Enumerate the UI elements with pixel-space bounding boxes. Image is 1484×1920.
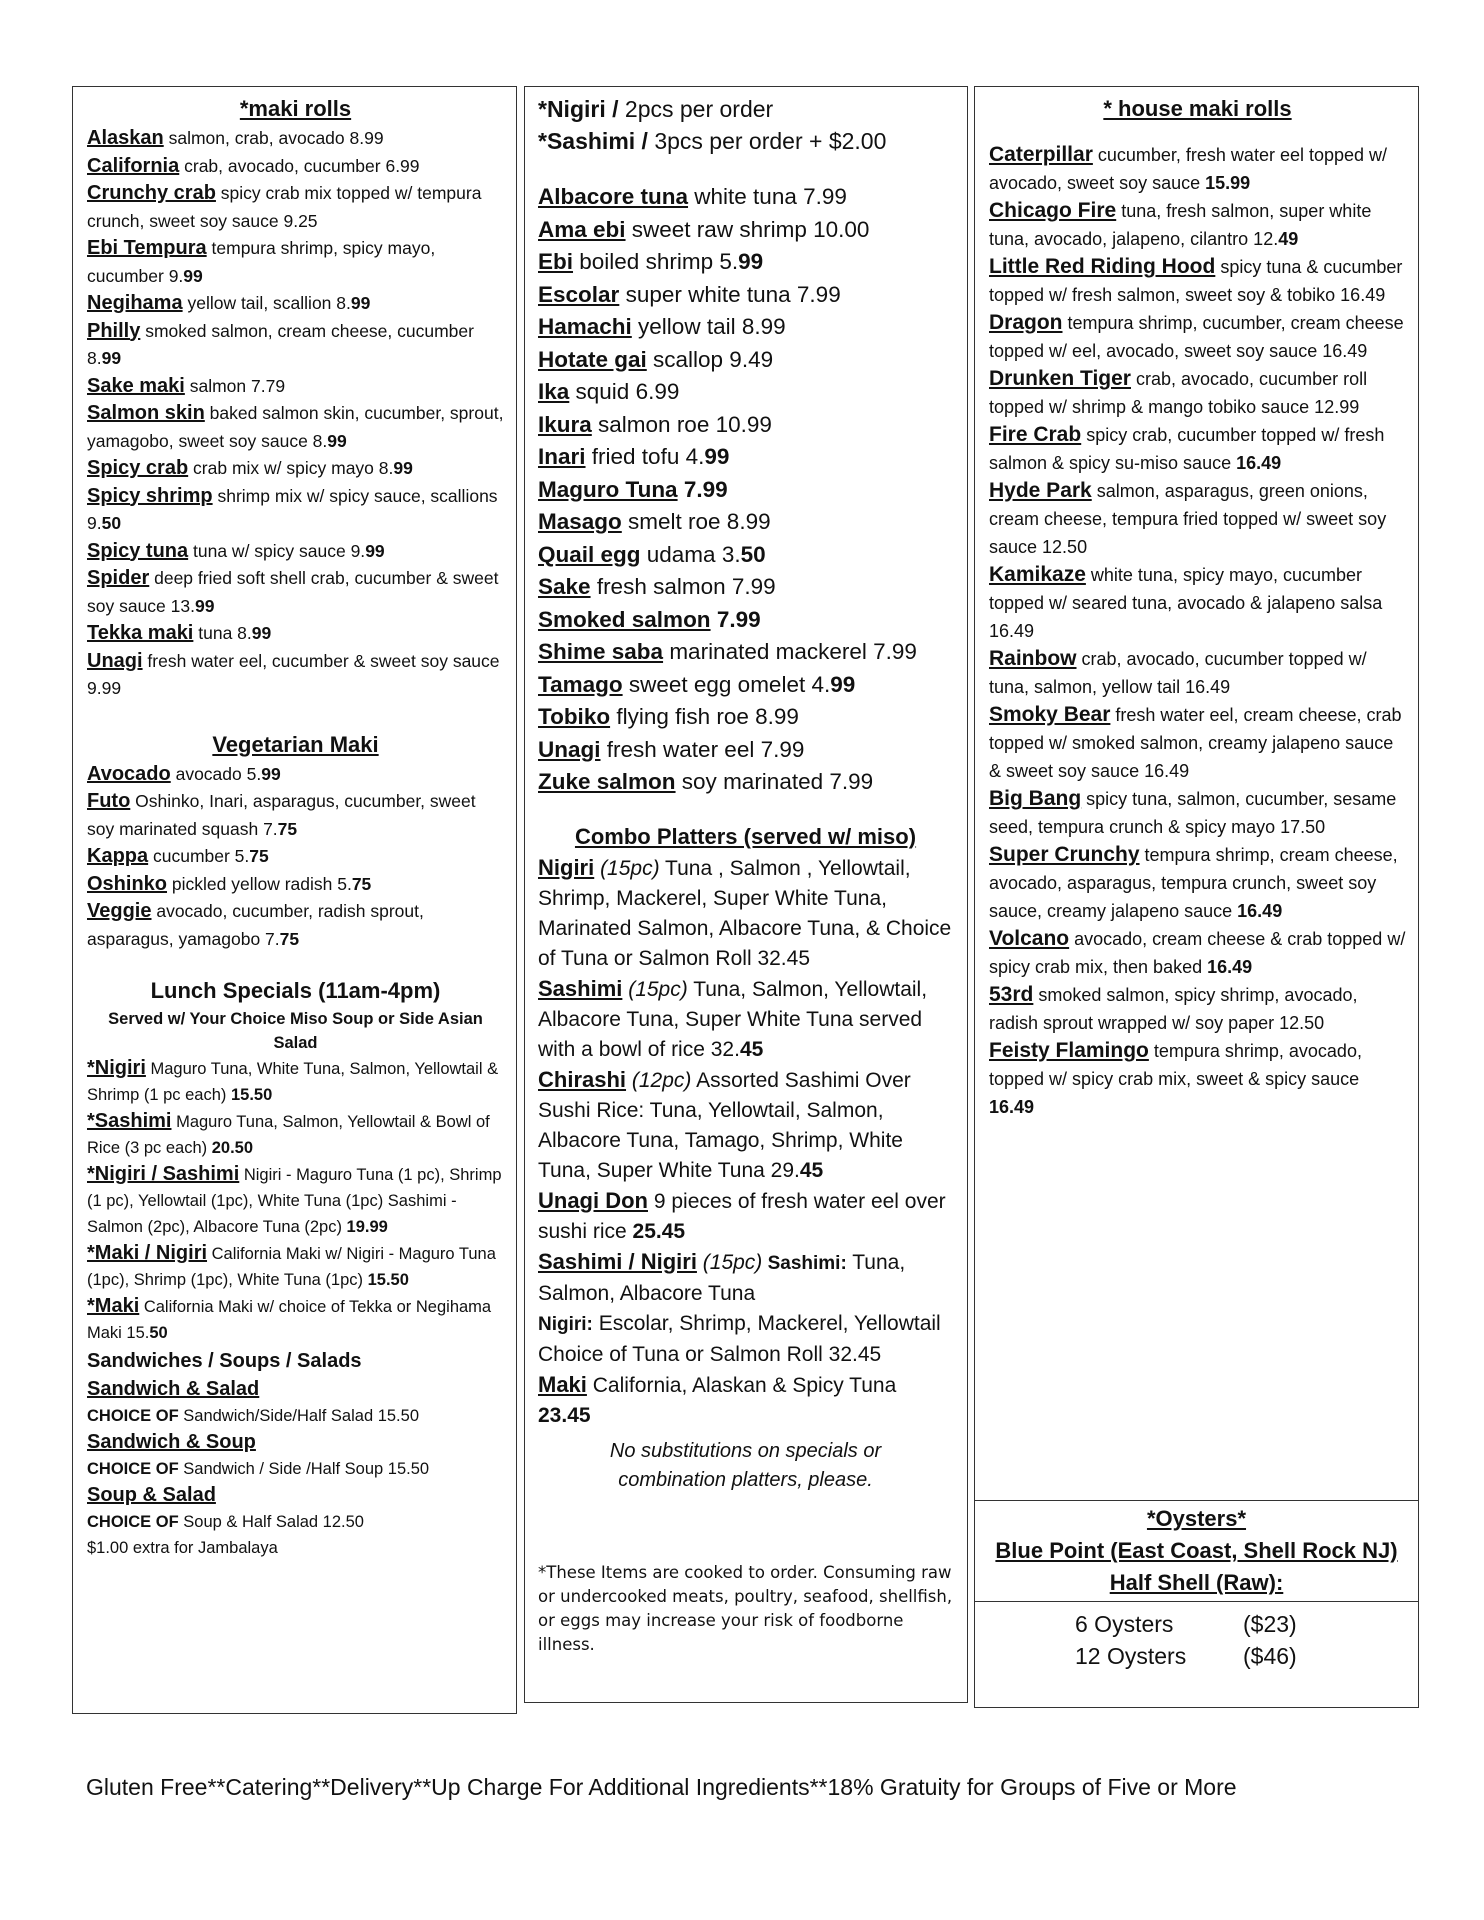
menu-item-desc: smelt roe 8.99: [621, 509, 771, 534]
menu-item-name: Spicy crab: [87, 457, 189, 479]
menu-item-name: Spider: [87, 567, 150, 589]
menu-item-desc: smoked salmon, spicy shrimp, avocado, radish sprout wrapped w/ soy paper 12.50: [989, 985, 1358, 1033]
menu-item-price: 45: [739, 1037, 764, 1061]
menu-item-desc: salmon, asparagus, green onions, cream cheese, tempura fried topped w/ sweet soy sauce 12.50: [989, 481, 1387, 557]
oyster-qty: 6 Oysters: [1075, 1611, 1174, 1637]
oysters-prices: [975, 1601, 1418, 1672]
menu-item: [87, 788, 504, 843]
menu-item-name: Dragon: [989, 311, 1063, 334]
menu-item-name: Nigiri: [538, 854, 595, 880]
menu-item-price: 99: [704, 444, 730, 469]
sashimi-per-order: 3pcs per order + $2.00: [647, 128, 887, 154]
menu-item: [87, 1376, 504, 1429]
menu-item-name: Little Red Riding Hood: [989, 255, 1216, 278]
menu-item-name: California: [87, 154, 180, 177]
menu-item-name: Hyde Park: [989, 479, 1092, 502]
menu-item-qty: (15pc): [594, 856, 660, 880]
menu-item: [87, 290, 504, 318]
nigiri-label: *Nigiri /: [538, 96, 619, 122]
menu-item-name: Shime saba: [538, 639, 664, 664]
menu-item-name: Hamachi: [538, 314, 632, 339]
menu-item-name: Philly: [87, 319, 141, 342]
nigiri-column: [524, 86, 968, 1703]
sashimi-order-line: [538, 125, 953, 157]
menu-item: [87, 1482, 504, 1535]
menu-item-desc: pickled yellow radish 5.: [167, 873, 352, 894]
menu-item-name: Soup & Salad: [87, 1484, 216, 1506]
lunch-list: [87, 1055, 504, 1346]
menu-item-desc: yellow tail, scallion 8.: [182, 293, 351, 313]
menu-item: [87, 235, 504, 290]
vegetarian-heading: Vegetarian Maki: [212, 731, 379, 757]
menu-item-desc: tempura shrimp, cream cheese, avocado, asparagus, tempura crunch, sweet soy sauce, creamy jalapeno sauce: [989, 845, 1398, 921]
jambalaya-note: $1.00 extra for Jambalaya: [87, 1539, 278, 1557]
nigiri-list: [538, 181, 953, 799]
menu-item: [538, 571, 953, 604]
menu-item-name: Maguro Tuna: [538, 476, 678, 502]
menu-item-desc: California Maki w/ choice of Tekka or Negihama Maki 15.: [87, 1298, 492, 1342]
menu-item: [87, 871, 504, 899]
menu-item: [87, 648, 504, 703]
oysters-origin: Blue Point (East Coast, Shell Rock NJ): [995, 1538, 1398, 1563]
house-maki-column: [974, 86, 1419, 1501]
menu-item: [989, 141, 1406, 197]
menu-item: [538, 604, 953, 637]
menu-item-price: 16.49: [1237, 901, 1283, 921]
menu-item: [989, 365, 1406, 421]
menu-item-name: Avocado: [87, 762, 171, 785]
menu-item-price: 19.99: [346, 1218, 388, 1236]
menu-item: [989, 925, 1406, 981]
nigiri-order-line: [538, 93, 953, 125]
menu-item-name: Masago: [538, 509, 622, 534]
combo-sn-qty: (15pc): [696, 1250, 763, 1274]
menu-item-desc: cucumber, fresh water eel topped w/ avocado, sweet soy sauce: [989, 145, 1388, 193]
menu-item: [538, 344, 953, 377]
combo-sn-sashimi: Tuna, Salmon, Albacore Tuna: [538, 1250, 906, 1305]
house-maki-list: [989, 141, 1406, 1121]
menu-item: [87, 153, 504, 181]
menu-item-desc: tempura shrimp, avocado, topped w/ spicy crab mix, sweet & spicy sauce: [989, 1041, 1362, 1089]
menu-item-choice: CHOICE OF: [87, 1460, 179, 1478]
menu-item-desc: fresh salmon 7.99: [590, 574, 776, 599]
menu-item-name: Fire Crab: [989, 423, 1082, 446]
combo-maki-desc: California, Alaskan & Spicy Tuna: [586, 1373, 897, 1397]
menu-item-price: 99: [194, 595, 215, 616]
menu-item-desc: soy marinated 7.99: [675, 769, 874, 794]
menu-item: [989, 309, 1406, 365]
menu-item: [87, 125, 504, 153]
menu-item-name: *Maki / Nigiri: [87, 1242, 208, 1264]
menu-item: [87, 761, 504, 789]
combo-sn-nigiri-label: Nigiri:: [538, 1313, 593, 1335]
menu-item: [87, 538, 504, 566]
menu-item-desc: 9 pieces of fresh water eel over sushi rice: [538, 1189, 946, 1243]
menu-item-desc: crab, avocado, cucumber roll topped w/ shrimp & mango tobiko sauce 12.99: [989, 369, 1368, 417]
menu-item-price: 99: [327, 430, 347, 451]
menu-item-desc: salmon 7.79: [184, 375, 286, 396]
menu-item-name: Big Bang: [989, 787, 1082, 810]
menu-item-price: 75: [249, 846, 269, 866]
menu-item-desc: marinated mackerel 7.99: [663, 639, 917, 664]
menu-item-name: Sandwich & Soup: [87, 1431, 256, 1453]
menu-item-desc: deep fried soft shell crab, cucumber & sweet soy sauce 13.: [87, 568, 499, 616]
menu-item-desc: tuna w/ spicy sauce 9.: [188, 540, 366, 561]
menu-item-desc: Soup & Half Salad 12.50: [178, 1513, 364, 1531]
menu-item: [538, 441, 953, 474]
menu-item-desc: tempura shrimp, cucumber, cream cheese topped w/ eel, avocado, sweet soy sauce 16.49: [989, 313, 1404, 361]
menu-item-name: Sashimi: [538, 975, 623, 1001]
menu-item-desc: sweet raw shrimp 10.00: [625, 216, 870, 242]
menu-item-price: 15.50: [230, 1086, 273, 1104]
menu-item: [538, 1065, 953, 1186]
menu-item-name: Sandwich & Salad: [87, 1378, 260, 1400]
maki-rolls-heading: *maki rolls: [239, 96, 352, 121]
oyster-row: [1075, 1640, 1418, 1672]
menu-item: [538, 1186, 953, 1247]
menu-item: [989, 197, 1406, 253]
menu-item-desc: tempura shrimp, spicy mayo, cucumber 9.: [87, 238, 436, 286]
menu-item: [538, 474, 953, 507]
menu-item-qty: (15pc): [622, 977, 688, 1001]
menu-item-name: Spicy shrimp: [87, 484, 213, 507]
menu-item-desc: cucumber 5.: [148, 846, 250, 866]
menu-item-name: Alaskan: [87, 127, 164, 149]
menu-item: [538, 246, 953, 279]
menu-item-price: 75: [279, 928, 300, 949]
menu-item: [538, 974, 953, 1065]
menu-item-price: 99: [183, 265, 203, 286]
menu-item-name: *Nigiri: [87, 1057, 146, 1079]
menu-item: [87, 1429, 504, 1482]
menu-item-desc: avocado, cucumber, radish sprout, asparagus, yamagobo 7.: [87, 901, 424, 949]
menu-item-desc: Tuna, Salmon, Yellowtail, Albacore Tuna, Super White Tuna served with a bowl of rice 32.: [538, 977, 928, 1061]
menu-item-price: 99: [738, 249, 764, 274]
oyster-qty: 12 Oysters: [1075, 1643, 1187, 1669]
menu-item-desc: boiled shrimp 5.: [573, 249, 739, 274]
menu-item-desc: California Maki w/ Nigiri - Maguro Tuna (1pc), Shrimp (1pc), White Tuna (1pc): [87, 1245, 496, 1289]
menu-item-price: 45: [799, 1158, 824, 1182]
menu-item-price: 16.49: [1236, 453, 1282, 473]
menu-item: [538, 701, 953, 734]
oyster-row: [1075, 1608, 1418, 1640]
menu-item-price: 50: [101, 513, 122, 533]
oysters-half-shell: Half Shell (Raw):: [1109, 1570, 1284, 1595]
menu-item: [989, 981, 1406, 1037]
oysters-section: [974, 1500, 1419, 1708]
footer-note: Gluten Free**Catering**Delivery**Up Charge For Additional Ingredients**18% Gratuity for Groups of Five or More: [86, 1774, 1237, 1800]
menu-item-desc: fresh water eel 7.99: [600, 736, 805, 762]
combo-maki-name: Maki: [538, 1371, 587, 1397]
maki-rolls-column: [72, 86, 517, 1714]
menu-item-name: Zuke salmon: [538, 769, 676, 794]
menu-item: [87, 1161, 504, 1240]
menu-item-desc: crab, avocado, cucumber 6.99: [179, 155, 420, 176]
menu-item-name: Tamago: [538, 671, 623, 697]
menu-item-name: Futo: [87, 790, 131, 812]
menu-item-desc: tuna, fresh salmon, super white tuna, avocado, jalapeno, cilantro 12.: [989, 201, 1372, 249]
menu-item-name: Chirashi: [538, 1066, 627, 1092]
menu-item-price: 99: [251, 623, 272, 643]
menu-item-desc: flying fish roe 8.99: [610, 704, 799, 729]
menu-item-name: Ika: [538, 379, 570, 404]
menu-item: [538, 636, 953, 669]
menu-item-name: Rainbow: [989, 647, 1077, 670]
menu-item: [87, 1240, 504, 1293]
menu-item: [538, 376, 953, 409]
cooked-to-order-note: *These Items are cooked to order. Consuming raw or undercooked meats, poultry, seafood, shellfish, or eggs may increase your risk of foodborne illness.: [538, 1562, 953, 1654]
menu-item-name: Veggie: [87, 900, 152, 922]
menu-item-name: Oshinko: [87, 872, 168, 895]
menu-item-desc: Assorted Sashimi Over Sushi Rice: Tuna, Yellowtail, Salmon, Albacore Tuna, Tamago, Shrimp, White Tuna, Super White Tuna 29.: [538, 1068, 911, 1182]
combo-maki-price: 23.45: [538, 1403, 591, 1427]
menu-item-name: *Sashimi: [87, 1110, 172, 1132]
menu-item-price: 15.99: [1205, 173, 1251, 193]
menu-item-name: Volcano: [989, 927, 1070, 950]
menu-item: [538, 181, 953, 214]
menu-item-desc: spicy crab, cucumber topped w/ fresh salmon & spicy su-miso sauce: [989, 425, 1385, 473]
menu-item: [87, 400, 504, 455]
menu-item: [989, 477, 1406, 561]
menu-item: [87, 843, 504, 871]
menu-item-price: 50: [740, 541, 766, 567]
menu-item-desc: avocado, cream cheese & crab topped w/ spicy crab mix, then baked: [989, 929, 1406, 977]
menu-item-desc: yellow tail 8.99: [631, 314, 786, 339]
menu-item-desc: Oshinko, Inari, asparagus, cucumber, sweet soy marinated squash 7.: [87, 791, 476, 839]
menu-item: [538, 279, 953, 312]
menu-item-desc: tuna 8.: [193, 623, 252, 643]
menu-item-desc: sweet egg omelet 4.: [622, 671, 831, 697]
menu-item-name: Ikura: [538, 411, 592, 437]
menu-item-price: 75: [351, 873, 372, 894]
menu-item-price: 99: [830, 671, 856, 697]
house-maki-heading: * house maki rolls: [1103, 96, 1292, 121]
menu-item-qty: (12pc): [626, 1068, 692, 1092]
menu-item-desc: avocado 5.: [170, 763, 262, 784]
menu-item-desc: squid 6.99: [569, 379, 680, 404]
menu-item-desc: udama 3.: [640, 541, 741, 567]
menu-item-desc: shrimp mix w/ spicy sauce, scallions 9.: [87, 485, 498, 533]
menu-item-desc: white tuna, spicy mayo, cucumber topped w/ seared tuna, avocado & jalapeno salsa 16.49: [989, 565, 1383, 641]
oyster-price: ($23): [1243, 1611, 1297, 1637]
menu-item-price: 7.99: [716, 606, 761, 632]
menu-item-choice: CHOICE OF: [87, 1513, 179, 1531]
combo-sn-name: Sashimi / Nigiri: [538, 1248, 697, 1274]
menu-item-name: Chicago Fire: [989, 199, 1117, 222]
menu-item-desc: scallop 9.49: [646, 346, 774, 372]
menu-item-name: Drunken Tiger: [989, 367, 1131, 390]
oyster-price: ($46): [1243, 1643, 1297, 1669]
menu-item-name: Negihama: [87, 292, 183, 314]
menu-item-price: 75: [277, 818, 298, 839]
menu-item: [989, 561, 1406, 645]
menu-item: [989, 421, 1406, 477]
menu-item-name: Crunchy crab: [87, 182, 216, 204]
menu-item-desc: white tuna 7.99: [688, 184, 847, 209]
combo-maki-item: [538, 1370, 953, 1431]
menu-item: [538, 506, 953, 539]
menu-item-name: Caterpillar: [989, 143, 1093, 166]
menu-item-desc: salmon roe 10.99: [591, 411, 772, 437]
menu-item-price: 7.99: [683, 476, 728, 502]
combo-sn-sashimi-label: Sashimi:: [762, 1252, 847, 1274]
menu-item-price: 99: [101, 348, 122, 368]
menu-item-price: 16.49: [989, 1097, 1035, 1117]
menu-item-name: Kappa: [87, 845, 149, 867]
menu-item: [989, 841, 1406, 925]
lunch-heading: Lunch Specials (11am-4pm): [150, 978, 441, 1003]
combo-sn-nigiri: Escolar, Shrimp, Mackerel, Yellowtail Choice of Tuna or Salmon Roll 32.45: [538, 1311, 941, 1366]
menu-item-price: 99: [393, 458, 413, 478]
menu-item-desc: Maguro Tuna, Salmon, Yellowtail & Bowl of Rice (3 pc each): [87, 1113, 490, 1157]
menu-item-price: 49: [1278, 229, 1299, 249]
menu-item: [989, 645, 1406, 701]
menu-item-name: *Maki: [87, 1295, 140, 1317]
sandwiches-list: [87, 1376, 504, 1535]
menu-item-price: 99: [261, 763, 281, 784]
menu-item-price: 20.50: [211, 1139, 254, 1157]
menu-item-desc: spicy crab mix topped w/ tempura crunch, sweet soy sauce 9.25: [87, 183, 482, 231]
menu-item-desc: Sandwich / Side /Half Soup 15.50: [178, 1460, 430, 1478]
menu-item-name: Escolar: [538, 281, 620, 307]
menu-item-name: Ama ebi: [538, 216, 626, 242]
menu-item: [538, 409, 953, 442]
menu-item: [989, 1037, 1406, 1121]
combo-heading: Combo Platters (served w/ miso): [574, 823, 917, 849]
menu-item-desc: fried tofu 4.: [585, 444, 705, 469]
menu-item-desc: Tuna , Salmon , Yellowtail, Shrimp, Mackerel, Super White Tuna, Marinated Salmon, Albacore Tuna, & Choice of Tuna or Salmon Roll 32.45: [538, 856, 952, 970]
menu-item: [538, 853, 953, 974]
menu-item: [87, 898, 504, 953]
menu-item: [87, 373, 504, 401]
menu-item-price: 99: [350, 293, 371, 313]
menu-item-desc: crab, avocado, cucumber topped w/ tuna, salmon, yellow tail 16.49: [989, 649, 1367, 697]
menu-item: [538, 766, 953, 799]
menu-item-name: Unagi: [538, 736, 601, 762]
menu-item-desc: spicy tuna & cucumber topped w/ fresh salmon, sweet soy & tobiko 16.49: [989, 257, 1403, 305]
menu-item: [87, 620, 504, 648]
menu-item: [538, 669, 953, 702]
menu-item-name: Tekka maki: [87, 622, 194, 644]
menu-item-price: 50: [149, 1324, 168, 1342]
menu-item-desc: super white tuna 7.99: [619, 281, 841, 307]
menu-item-name: Sake: [538, 574, 591, 599]
menu-item-desc: fresh water eel, cream cheese, crab topped w/ smoked salmon, creamy jalapeno sauce & sweet soy sauce 16.49: [989, 705, 1402, 781]
menu-item: [87, 455, 504, 483]
menu-item-desc: crab mix w/ spicy mayo 8.: [188, 458, 394, 478]
menu-item-price: 16.49: [1207, 957, 1253, 977]
menu-item: [87, 1055, 504, 1108]
combo-list: [538, 853, 953, 1247]
no-substitutions-note: No substitutions on specials or combination platters, please.: [609, 1439, 882, 1491]
menu-item-desc: Maguro Tuna, White Tuna, Salmon, Yellowtail & Shrimp (1 pc each): [87, 1060, 499, 1104]
sandwiches-heading: Sandwiches / Soups / Salads: [87, 1350, 362, 1372]
menu-item: [87, 318, 504, 373]
menu-item-desc: Sandwich/Side/Half Salad 15.50: [178, 1407, 419, 1425]
menu-item-name: Inari: [538, 444, 586, 469]
menu-item: [87, 483, 504, 538]
menu-item: [538, 214, 953, 247]
menu-item: [538, 311, 953, 344]
menu-item: [87, 565, 504, 620]
menu-item-desc: baked salmon skin, cucumber, sprout, yamagobo, sweet soy sauce 8.: [87, 403, 504, 451]
menu-item-name: Super Crunchy: [989, 843, 1140, 866]
menu-item: [538, 539, 953, 572]
menu-item-desc: fresh water eel, cucumber & sweet soy sauce 9.99: [87, 650, 500, 698]
menu-item-choice: CHOICE OF: [87, 1407, 179, 1425]
combo-sn-nigiri-line: [538, 1309, 953, 1370]
menu-item-name: Unagi: [87, 649, 143, 672]
menu-item-name: Quail egg: [538, 541, 641, 567]
sashimi-label: *Sashimi /: [538, 128, 648, 154]
maki-rolls-list: [87, 125, 504, 703]
combo-sn-item: [538, 1247, 953, 1309]
menu-item: [87, 180, 504, 235]
menu-item-name: 53rd: [989, 983, 1034, 1006]
oysters-heading: *Oysters*: [1146, 1506, 1247, 1531]
menu-item-name: Albacore tuna: [538, 184, 689, 209]
menu-item-name: Ebi: [538, 249, 574, 274]
menu-item: [989, 785, 1406, 841]
menu-item-name: Ebi Tempura: [87, 237, 207, 259]
menu-item-name: Smoky Bear: [989, 703, 1111, 726]
menu-item-desc: spicy tuna, salmon, cucumber, sesame seed, tempura crunch & spicy mayo 17.50: [989, 789, 1397, 837]
menu-item-name: *Nigiri / Sashimi: [87, 1163, 240, 1185]
menu-item: [989, 253, 1406, 309]
menu-item-name: Tobiko: [538, 704, 611, 729]
menu-item-name: Kamikaze: [989, 563, 1086, 586]
menu-item: [87, 1293, 504, 1346]
menu-item: [538, 734, 953, 767]
menu-item-name: Unagi Don: [538, 1187, 648, 1213]
lunch-subheading: Served w/ Your Choice Miso Soup or Side Asian Salad: [108, 1010, 483, 1052]
menu-item-price: 15.50: [367, 1271, 409, 1289]
menu-item-desc: smoked salmon, cream cheese, cucumber 8.: [87, 320, 474, 368]
menu-item-name: Smoked salmon: [538, 606, 711, 632]
menu-item-price: 25.45: [632, 1219, 686, 1243]
menu-item: [989, 701, 1406, 785]
menu-item-name: Sake maki: [87, 374, 185, 397]
menu-item: [87, 1108, 504, 1161]
menu-item-name: Salmon skin: [87, 402, 205, 424]
menu-item-name: Feisty Flamingo: [989, 1039, 1149, 1062]
menu-item-name: Spicy tuna: [87, 539, 189, 562]
menu-item-desc: Nigiri - Maguro Tuna (1 pc), Shrimp (1 pc), Yellowtail (1pc), White Tuna (1pc) Sashimi - Salmon (2pc), Albacore Tuna (2pc): [87, 1166, 502, 1236]
vegetarian-list: [87, 761, 504, 954]
nigiri-per-order: 2pcs per order: [618, 96, 774, 122]
menu-item-name: Hotate gai: [538, 346, 647, 372]
combo-sashimi-nigiri: [538, 1247, 953, 1431]
menu-item-price: 99: [365, 540, 385, 561]
menu-item-desc: salmon, crab, avocado 8.99: [163, 128, 384, 148]
